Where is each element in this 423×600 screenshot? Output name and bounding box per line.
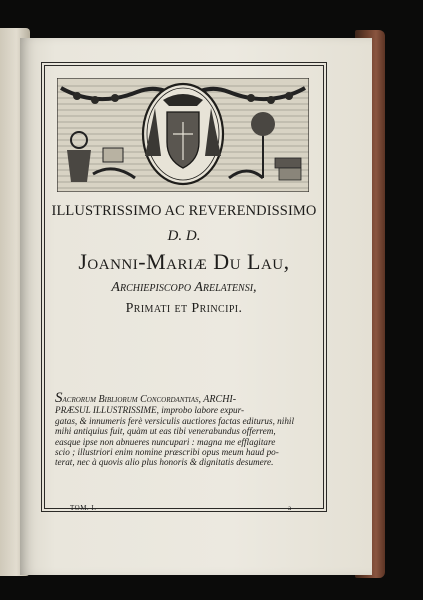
dedication-line-2: D. D. [167, 228, 201, 244]
body-line-6: scio ; illustriori enim nomine præscribi opus meum haud po- [55, 447, 279, 458]
body-line-4: mihi antiquius fuit, quàm ut eas tibi venerabundus offerrem, [55, 426, 276, 437]
signature-mark: a [288, 504, 292, 512]
dedication-line-5: Primati et Principi. [125, 301, 243, 316]
dedication-line-4: Archiepiscopo Arelatensi, [111, 280, 257, 295]
body-line-1 [55, 390, 319, 406]
dedication-line-1: ILLUSTRISSIMO AC REVERENDISSIMO [51, 203, 317, 219]
dedication-body-text [55, 390, 319, 468]
body-line-2: PRÆSUL ILLUSTRISSIME, improbo labore expur- [55, 405, 245, 416]
body-line-7: terat, nec à quovis alio plus honoris & dignitatis desumere. [55, 457, 274, 468]
volume-footer: TOM. I. [70, 504, 97, 512]
dedication-name: Joanni-Mariæ Du Lau, [78, 249, 290, 274]
body-line-1-text: acrorum Bibliorum Concordantias, ARCHI- [62, 394, 237, 405]
coat-of-arms-engraving [57, 78, 309, 192]
body-line-5: easque ipse non abnueres nuncupari : magna me efflagitare [55, 436, 276, 447]
drop-cap: S [55, 390, 63, 406]
body-line-3: gatas, & innumeris ferè versiculis auctiores factas editurus, nihil [55, 415, 295, 426]
